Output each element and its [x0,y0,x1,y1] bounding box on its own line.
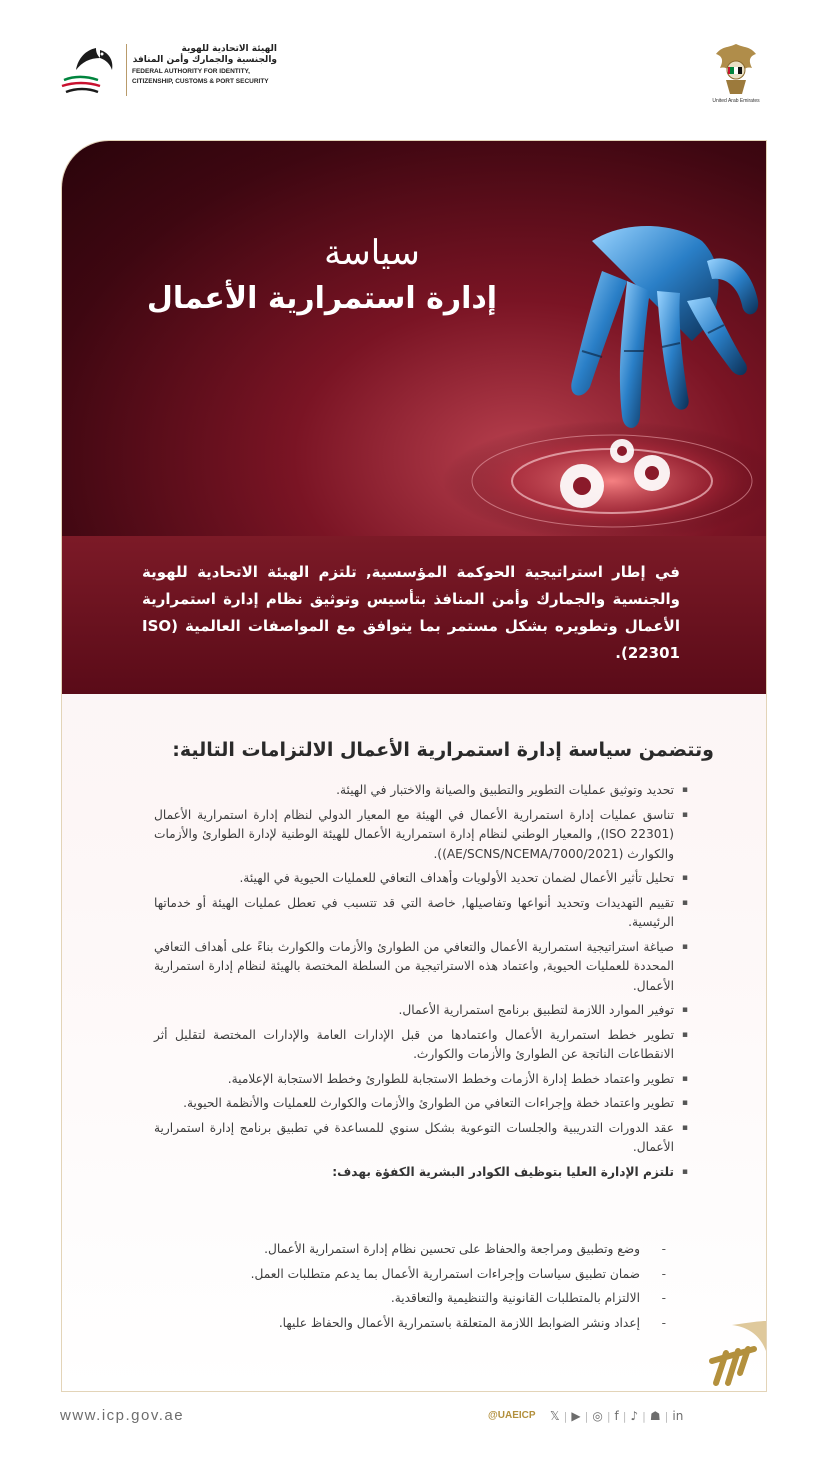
facebook-icon[interactable]: f [614,1409,619,1423]
falcon-logo-icon [56,40,122,98]
policy-card [61,140,767,1392]
list-item: ▪ تحليل تأثير الأعمال لضمان تحديد الأولويات وأهداف التعافي للعمليات الحيوية في الهيئة. [154,869,674,889]
sub-items-list [154,1240,670,1338]
section-title: وتتضمن سياسة إدارة استمرارية الأعمال الالتزامات التالية: [172,739,714,761]
sub-list-item: - ضمان تطبيق سياسات وإجراءات استمرارية الأعمال بما يدعم متطلبات العمل. [154,1265,640,1285]
robot-hand-illustration [422,201,766,536]
logo-divider [126,44,127,96]
snapchat-icon[interactable]: ☗ [649,1409,661,1423]
list-item: ▪ تطوير واعتماد خطط إدارة الأزمات وخطط الاستجابة للطوارئ وخطط الاستجابة الإعلامية. [154,1070,674,1090]
social-handle[interactable]: @UAEICP [488,1410,536,1421]
list-item: ▪ عقد الدورات التدريبية والجلسات التوعوية بشكل سنوي للمساعدة في تطبيق برنامج إدارة استمرارية الأعمال. [154,1119,674,1158]
list-item: ▪ تحديد وتوثيق عمليات التطوير والتطبيق والصيانة والاختبار في الهيئة. [154,781,674,801]
list-item: ▪ تطوير خطط استمرارية الأعمال واعتمادها من قبل الإدارات العامة والإدارات المختصة لتقليل أثر الانقطاعات الناتجة عن الطوارئ والأزمات والكوارث. [154,1026,674,1065]
uae-emblem-icon [712,40,760,102]
hero-title-line1: سياسة [324,233,420,273]
intro-paragraph: في إطار استراتيجية الحوكمة المؤسسية, تلتزم الهيئة الاتحادية للهوية والجنسية والجمارك وأمن المنافذ بتأسيس وتوثيق نظام إدارة استمرارية الأعمال وتطويره بشكل مستمر بما يتوافق مع المواصفات العالمية (ISO 22301). [142,563,680,662]
separator: | [664,1409,669,1423]
hero-title-line2: إدارة استمرارية الأعمال [146,281,498,316]
brand-mark-icon [702,1321,766,1391]
separator: | [563,1409,568,1423]
authority-name-ar-line2: والجنسية والجمارك وأمن المنافذ [132,55,277,65]
sub-list-item: - وضع وتطبيق ومراجعة والحفاظ على تحسين نظام إدارة استمرارية الأعمال. [154,1240,640,1260]
separator: | [584,1409,589,1423]
authority-name [132,44,277,86]
social-icons [550,1407,683,1425]
separator: | [622,1409,627,1423]
separator: | [606,1409,611,1423]
separator: | [642,1409,646,1423]
tiktok-icon[interactable]: ♪ [630,1409,639,1423]
website-link[interactable]: www.icp.gov.ae [60,1407,185,1424]
list-item: ▪ تلتزم الإدارة العليا بتوظيف الكوادر البشرية الكفؤة بهدف: [154,1163,674,1183]
x-icon[interactable]: 𝕏 [550,1409,560,1423]
list-item: ▪ صياغة استراتيجية استمرارية الأعمال والتعافي من الطوارئ والأزمات والكوارث بناءً على أهداف التعافي المحددة للعمليات الحيوية, واعتماد هذه الاستراتيجية من السلطة المختصة بالهيئة لنظام إدارة استمرارية الأعمال. [154,938,674,997]
linkedin-icon[interactable]: in [672,1409,684,1423]
list-item: ▪ توفير الموارد اللازمة لتطبيق برنامج استمرارية الأعمال. [154,1001,674,1021]
list-item: ▪ تطوير واعتماد خطة وإجراءات التعافي من الطوارئ والأزمات والكوارث للعمليات والأنظمة الحيوية. [154,1094,674,1114]
sub-list-item: - إعداد ونشر الضوابط اللازمة المتعلقة باستمرارية الأعمال والحفاظ عليها. [154,1314,640,1334]
commitments-list [154,781,688,1187]
authority-name-en-line1: FEDERAL AUTHORITY FOR IDENTITY, [132,68,250,75]
authority-name-ar-line1: الهيئة الاتحادية للهوية [181,44,277,54]
hero-banner [62,141,766,536]
sub-list-item: - الالتزام بالمتطلبات القانونية والتنظيمية والتعاقدية. [154,1289,640,1309]
emblem-caption: United Arab Emirates [712,98,760,104]
list-item: ▪ تقييم التهديدات وتحديد أنواعها وتفاصيلها, خاصة التي قد تتسبب في تعطل عمليات الهيئة أو خدماتها الرئيسية. [154,894,674,933]
instagram-icon[interactable]: ◎ [592,1409,603,1423]
youtube-icon[interactable]: ▶ [571,1409,581,1423]
list-item: ▪ تناسق عمليات إدارة استمرارية الأعمال في الهيئة مع المعيار الدولي لنظام إدارة استمرارية الأعمال (ISO 22301), والمعيار الوطني لنظام إدارة استمرارية الأعمال للهيئة الوطنية لإدارة الطوارئ والأزمات والكوارث (AE/SCNS/NCEMA/7000/2021)). [154,806,674,865]
authority-name-en-line2: CITIZENSHIP, CUSTOMS & PORT SECURITY [132,78,269,85]
